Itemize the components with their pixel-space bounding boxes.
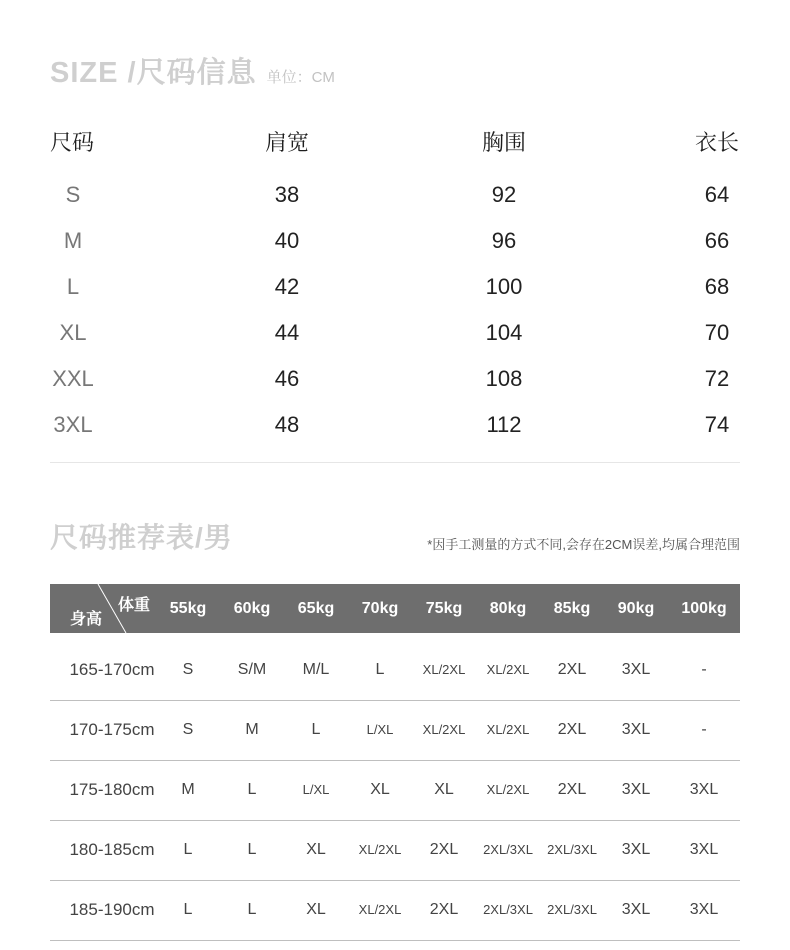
size-label: XXL: [52, 366, 94, 391]
size-row: [0, 356, 790, 402]
unit-label: 单位：CM: [266, 69, 335, 86]
shoulder-value: 48: [274, 412, 300, 437]
chest-value: 104: [485, 320, 523, 345]
length-value: 68: [704, 274, 730, 299]
recommend-row: [50, 880, 740, 941]
weight-header: 70kg: [361, 600, 399, 617]
size-row: [0, 310, 790, 356]
size-cell: XL/2XL: [486, 722, 530, 737]
weight-header: 90kg: [617, 600, 655, 617]
weight-header: 80kg: [489, 600, 527, 617]
size-label: 3XL: [53, 412, 93, 437]
size-cell: XL: [306, 841, 326, 858]
length-value: 64: [704, 182, 730, 207]
size-cell: 2XL: [557, 661, 587, 678]
length-value: 74: [704, 412, 730, 437]
size-cell: 2XL/3XL: [547, 902, 597, 917]
recommend-title: 尺码推荐表/男: [50, 522, 233, 553]
header-size: 尺码: [50, 130, 95, 155]
size-cell: 2XL/3XL: [483, 842, 533, 857]
size-cell: L: [247, 901, 257, 918]
size-cell: 3XL: [621, 721, 651, 738]
size-cell: 2XL: [557, 721, 587, 738]
weight-header: 75kg: [425, 600, 463, 617]
weight-axis-label: 体重: [118, 597, 151, 614]
length-value: 66: [704, 228, 730, 253]
chest-value: 112: [486, 412, 522, 437]
recommend-row: [50, 820, 740, 881]
size-cell: L: [247, 781, 257, 798]
height-range: 180-185cm: [69, 840, 155, 859]
size-row: [0, 402, 790, 448]
shoulder-value: 44: [274, 320, 300, 345]
size-cell: M: [181, 781, 195, 798]
size-cell: 3XL: [621, 901, 651, 918]
header-chest: 胸围: [481, 130, 526, 155]
size-cell: 3XL: [689, 781, 719, 798]
size-cell: L: [311, 721, 321, 738]
size-cell: XL: [306, 901, 326, 918]
size-cell: S/M: [237, 661, 267, 678]
recommend-row: [50, 700, 740, 761]
size-label: XL: [59, 320, 87, 345]
weight-header: 100kg: [681, 600, 727, 617]
size-row: [0, 264, 790, 310]
size-cell: L: [183, 841, 193, 858]
size-cell: L: [247, 841, 257, 858]
recommend-table-header: [50, 584, 740, 633]
header-shoulder: 肩宽: [264, 130, 309, 155]
recommend-row: [50, 640, 740, 701]
size-cell: 3XL: [621, 841, 651, 858]
size-cell: L: [183, 901, 193, 918]
size-cell: L/XL: [366, 722, 394, 737]
size-label: M: [63, 228, 83, 253]
size-cell: 2XL/3XL: [547, 842, 597, 857]
size-info-heading: [50, 50, 335, 90]
size-cell: 2XL: [557, 781, 587, 798]
shoulder-value: 40: [274, 228, 300, 253]
chest-value: 96: [491, 228, 517, 253]
weight-header: 85kg: [553, 600, 591, 617]
size-cell: S: [182, 721, 194, 738]
shoulder-value: 42: [274, 274, 300, 299]
chest-value: 100: [485, 274, 523, 299]
length-value: 70: [704, 320, 730, 345]
size-cell: XL: [370, 781, 390, 798]
size-cell: L: [375, 661, 385, 678]
size-cell: 2XL/3XL: [483, 902, 533, 917]
size-cell: -: [701, 721, 707, 738]
size-cell: XL: [434, 781, 454, 798]
height-range: 170-175cm: [69, 720, 155, 739]
size-cell: 3XL: [689, 901, 719, 918]
size-cell: XL/2XL: [422, 662, 466, 677]
size-cell: -: [701, 661, 707, 678]
size-label: S: [65, 182, 81, 207]
size-cell: 3XL: [621, 781, 651, 798]
size-cell: 3XL: [621, 661, 651, 678]
weight-header: 55kg: [169, 600, 207, 617]
size-cell: XL/2XL: [358, 902, 402, 917]
weight-header: 65kg: [297, 600, 335, 617]
size-cell: XL/2XL: [422, 722, 466, 737]
recommend-row: [50, 760, 740, 821]
size-cell: XL/2XL: [358, 842, 402, 857]
size-row: [0, 218, 790, 264]
size-cell: 2XL: [429, 901, 459, 918]
size-cell: S: [182, 661, 194, 678]
shoulder-value: 46: [274, 366, 300, 391]
size-cell: XL/2XL: [486, 782, 530, 797]
height-range: 185-190cm: [69, 900, 155, 919]
header-length: 衣长: [694, 130, 739, 155]
chest-value: 108: [485, 366, 523, 391]
measurement-note: *因手工测量的方式不同,会存在2CM误差,均属合理范围: [427, 537, 740, 552]
chest-value: 92: [491, 182, 517, 207]
size-cell: 3XL: [689, 841, 719, 858]
size-cell: 2XL: [429, 841, 459, 858]
size-row: [0, 172, 790, 218]
height-axis-label: 身高: [70, 611, 103, 628]
size-cell: XL/2XL: [486, 662, 530, 677]
weight-header: 60kg: [233, 600, 271, 617]
height-range: 175-180cm: [69, 780, 155, 799]
size-label: L: [66, 274, 80, 299]
height-range: 165-170cm: [69, 660, 155, 679]
length-value: 72: [704, 366, 730, 391]
size-cell: L/XL: [302, 782, 330, 797]
shoulder-value: 38: [274, 182, 300, 207]
section-divider: [50, 462, 740, 463]
size-cell: M/L: [302, 661, 330, 678]
size-cell: M: [245, 721, 259, 738]
size-info-title: SIZE /尺码信息: [50, 57, 257, 89]
